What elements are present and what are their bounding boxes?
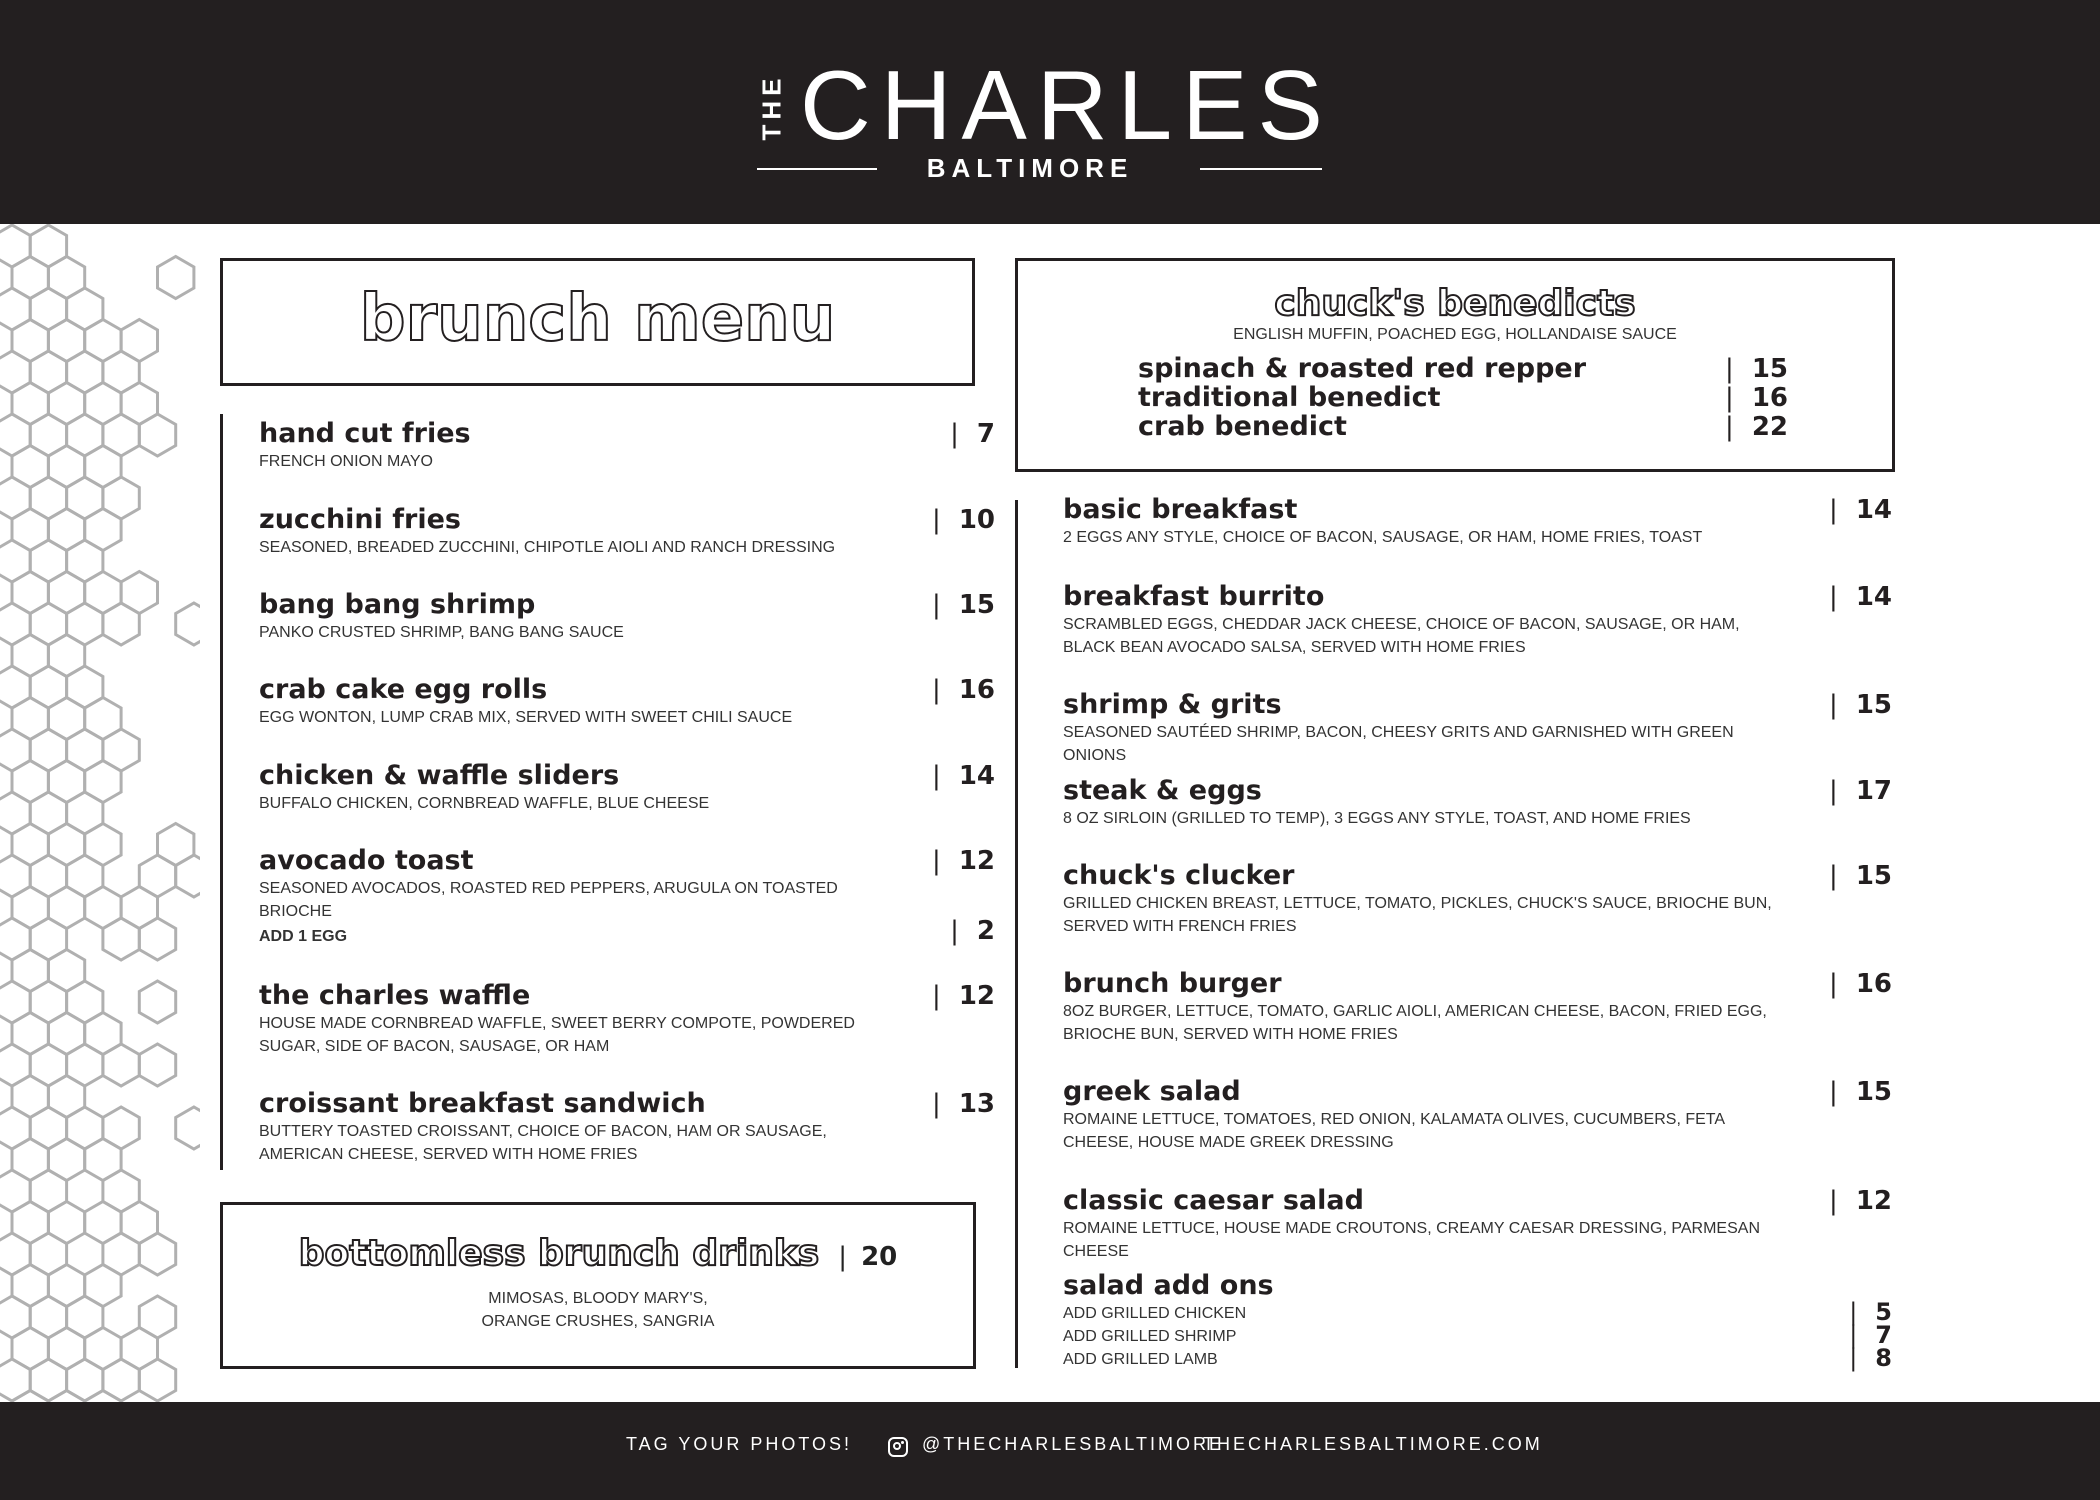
salad-addons bbox=[1063, 1270, 1903, 1302]
logo-rule-right bbox=[1200, 168, 1322, 170]
menu-item-price: | 12 bbox=[1800, 1185, 1892, 1217]
hexagon-shape bbox=[176, 1107, 200, 1149]
menu-item-name: hand cut fries bbox=[259, 418, 471, 449]
menu-item bbox=[1063, 1185, 1783, 1263]
menu-item bbox=[259, 1088, 899, 1166]
header-banner bbox=[0, 0, 2100, 224]
menu-item bbox=[259, 845, 899, 948]
menu-item-price: | 16 bbox=[1800, 968, 1892, 1000]
menu-item bbox=[1063, 775, 1783, 830]
hexagon-shape bbox=[139, 1359, 175, 1401]
hexagon-shape bbox=[103, 603, 139, 645]
benedict-name: crab benedict bbox=[1138, 411, 1347, 442]
drinks-line-2: ORANGE CRUSHES, SANGRIA bbox=[481, 1313, 715, 1330]
menu-item-desc: 2 EGGS ANY STYLE, CHOICE OF BACON, SAUSAGE, OR HAM, HOME FRIES, TOAST bbox=[1063, 529, 1703, 546]
benedict-price: | 15 bbox=[1708, 353, 1788, 385]
hexagon-shape bbox=[139, 414, 175, 456]
menu-item-desc: SEASONED, BREADED ZUCCHINI, CHIPOTLE AIOLI AND RANCH DRESSING bbox=[259, 539, 836, 556]
benedicts-box bbox=[1015, 258, 1895, 472]
logo-rule-left bbox=[757, 168, 877, 170]
hexagon-shape bbox=[176, 603, 200, 645]
menu-item-name: chuck's clucker bbox=[1063, 860, 1295, 891]
hexagon-shape bbox=[158, 257, 194, 299]
footer-banner bbox=[0, 1402, 2100, 1500]
menu-item bbox=[1063, 689, 1783, 767]
menu-item-desc: BUTTERY TOASTED CROISSANT, CHOICE OF BACON, HAM OR SAUSAGE, AMERICAN CHEESE, SERVED WITH HOME FRIES bbox=[259, 1123, 827, 1163]
menu-item-price: | 14 bbox=[1800, 581, 1892, 613]
hexagon-shape bbox=[139, 918, 175, 960]
benedicts-title: chuck's benedicts bbox=[1274, 283, 1636, 324]
menu-item-name: greek salad bbox=[1063, 1076, 1241, 1107]
hexagon-shape bbox=[139, 981, 175, 1023]
menu-item-price: | 15 bbox=[1800, 1076, 1892, 1108]
menu-item bbox=[259, 504, 899, 559]
menu-item-desc: ROMAINE LETTUCE, TOMATOES, RED ONION, KALAMATA OLIVES, CUCUMBERS, FETA CHEESE, HOUSE MADE GREEK DRESSING bbox=[1063, 1111, 1725, 1151]
drinks-title: bottomless brunch drinks bbox=[298, 1233, 820, 1274]
menu-item-desc: HOUSE MADE CORNBREAD WAFFLE, SWEET BERRY COMPOTE, POWDERED SUGAR, SIDE OF BACON, SAUSAGE, OR HAM bbox=[259, 1015, 855, 1055]
logo-city: BALTIMORE bbox=[926, 153, 1134, 183]
menu-item-price: | 13 bbox=[905, 1088, 995, 1120]
hexagon-shape bbox=[85, 1391, 121, 1403]
hexagon-shape bbox=[48, 1391, 84, 1403]
menu-item-name: brunch burger bbox=[1063, 968, 1282, 999]
menu-item bbox=[259, 589, 899, 644]
addon-price: | 8 bbox=[1800, 1342, 1892, 1374]
menu-item-desc: BUFFALO CHICKEN, CORNBREAD WAFFLE, BLUE CHEESE bbox=[259, 795, 710, 812]
right-column-rule bbox=[1015, 500, 1018, 1368]
menu-item-price: | 12 bbox=[905, 845, 995, 877]
menu-item-name: chicken & waffle sliders bbox=[259, 760, 620, 791]
footer-website[interactable]: THECHARLESBALTIMORE.COM bbox=[1203, 1434, 1543, 1454]
addon-price: | 5 bbox=[1800, 1296, 1892, 1328]
menu-item-price: | 14 bbox=[905, 760, 995, 792]
benedict-price: | 22 bbox=[1708, 411, 1788, 443]
footer-tag-text: TAG YOUR PHOTOS! bbox=[626, 1434, 853, 1454]
menu-item bbox=[1063, 860, 1783, 938]
benedict-price: | 16 bbox=[1708, 382, 1788, 414]
menu-item-desc: 8OZ BURGER, LETTUCE, TOMATO, GARLIC AIOLI, AMERICAN CHEESE, BACON, FRIED EGG, BRIOCHE BUN, SERVED WITH HOME FRIES bbox=[1063, 1003, 1767, 1043]
hexagon-shape bbox=[103, 1044, 139, 1086]
drinks-title-row bbox=[223, 1233, 973, 1274]
salad-addons-title: salad add ons bbox=[1063, 1270, 1274, 1301]
menu-item bbox=[259, 418, 899, 473]
brunch-menu-title-box bbox=[220, 258, 975, 386]
menu-item-name: crab cake egg rolls bbox=[259, 674, 548, 705]
menu-item-desc: EGG WONTON, LUMP CRAB MIX, SERVED WITH SWEET CHILI SAUCE bbox=[259, 709, 793, 726]
menu-item-desc: PANKO CRUSTED SHRIMP, BANG BANG SAUCE bbox=[259, 624, 624, 641]
menu-item-addon: ADD 1 EGG bbox=[259, 928, 348, 945]
menu-item-desc: SEASONED SAUTÉED SHRIMP, BACON, CHEESY GRITS AND GARNISHED WITH GREEN ONIONS bbox=[1063, 724, 1734, 764]
drinks-line-1: MIMOSAS, BLOODY MARY'S, bbox=[488, 1290, 708, 1307]
hexagon-pattern bbox=[0, 224, 200, 1402]
menu-item bbox=[1063, 968, 1783, 1046]
drinks-box bbox=[220, 1202, 976, 1369]
instagram-icon bbox=[888, 1437, 908, 1457]
menu-item bbox=[1063, 581, 1783, 659]
menu-item-price: | 14 bbox=[1800, 494, 1892, 526]
menu-item-desc: FRENCH ONION MAYO bbox=[259, 453, 433, 470]
addon-price: | 7 bbox=[1800, 1319, 1892, 1351]
addon-name: ADD GRILLED SHRIMP bbox=[1063, 1328, 1237, 1345]
menu-item-price: | 15 bbox=[1800, 689, 1892, 721]
logo-the: THE bbox=[756, 73, 787, 141]
footer-instagram-handle[interactable]: @THECHARLESBALTIMORE bbox=[922, 1434, 1224, 1454]
menu-item-name: croissant breakfast sandwich bbox=[259, 1088, 706, 1119]
menu-item-desc: SEASONED AVOCADOS, ROASTED RED PEPPERS, ARUGULA ON TOASTED BRIOCHE bbox=[259, 880, 838, 920]
benedicts-subtitle: ENGLISH MUFFIN, POACHED EGG, HOLLANDAISE SAUCE bbox=[1233, 326, 1677, 343]
addon-name: ADD GRILLED LAMB bbox=[1063, 1351, 1218, 1368]
menu-item-desc: GRILLED CHICKEN BREAST, LETTUCE, TOMATO, PICKLES, CHUCK'S SAUCE, BRIOCHE BUN, SERVED WITH FRENCH FRIES bbox=[1063, 895, 1772, 935]
menu-item-desc: ROMAINE LETTUCE, HOUSE MADE CROUTONS, CREAMY CAESAR DRESSING, PARMESAN CHEESE bbox=[1063, 1220, 1760, 1260]
hexagon-shape bbox=[176, 855, 200, 897]
benedict-name: spinach & roasted red repper bbox=[1138, 353, 1587, 384]
menu-item-price: | 10 bbox=[905, 504, 995, 536]
benedict-name: traditional benedict bbox=[1138, 382, 1441, 413]
hexagon-shape bbox=[139, 1233, 175, 1275]
menu-item-price: | 15 bbox=[1800, 860, 1892, 892]
menu-item-price: | 16 bbox=[905, 674, 995, 706]
menu-item-name: breakfast burrito bbox=[1063, 581, 1325, 612]
drinks-price: 20 bbox=[861, 1242, 898, 1272]
left-column-rule bbox=[220, 414, 223, 1170]
addon-name: ADD GRILLED CHICKEN bbox=[1063, 1305, 1247, 1322]
menu-item-name: avocado toast bbox=[259, 845, 474, 876]
hexagon-shape bbox=[139, 1044, 175, 1086]
menu-item-price: | 15 bbox=[905, 589, 995, 621]
hexagon-shape bbox=[12, 1391, 48, 1403]
menu-item bbox=[259, 980, 899, 1058]
menu-item-name: the charles waffle bbox=[259, 980, 531, 1011]
menu-item-name: steak & eggs bbox=[1063, 775, 1262, 806]
menu-item-name: basic breakfast bbox=[1063, 494, 1298, 525]
menu-item-addon-price: | 2 bbox=[905, 915, 995, 947]
menu-item bbox=[259, 674, 899, 729]
menu-item-desc: SCRAMBLED EGGS, CHEDDAR JACK CHEESE, CHOICE OF BACON, SAUSAGE, OR HAM, BLACK BEAN AVOCADO SALSA, SERVED WITH HOME FRIES bbox=[1063, 616, 1740, 656]
menu-item-price: | 12 bbox=[905, 980, 995, 1012]
logo-name: CHARLES bbox=[800, 50, 1333, 160]
hexagon-shape bbox=[103, 918, 139, 960]
menu-item bbox=[259, 760, 899, 815]
menu-item-price: | 7 bbox=[905, 418, 995, 450]
drinks-divider: | bbox=[838, 1242, 848, 1272]
brunch-menu-title: brunch menu bbox=[359, 282, 836, 356]
menu-item-name: zucchini fries bbox=[259, 504, 461, 535]
menu-item-name: classic caesar salad bbox=[1063, 1185, 1364, 1216]
menu-item bbox=[1063, 494, 1783, 549]
menu-item bbox=[1063, 1076, 1783, 1154]
menu-item-price: | 17 bbox=[1800, 775, 1892, 807]
menu-item-name: shrimp & grits bbox=[1063, 689, 1282, 720]
menu-item-desc: 8 OZ SIRLOIN (GRILLED TO TEMP), 3 EGGS ANY STYLE, TOAST, AND HOME FRIES bbox=[1063, 810, 1691, 827]
menu-item-name: bang bang shrimp bbox=[259, 589, 536, 620]
